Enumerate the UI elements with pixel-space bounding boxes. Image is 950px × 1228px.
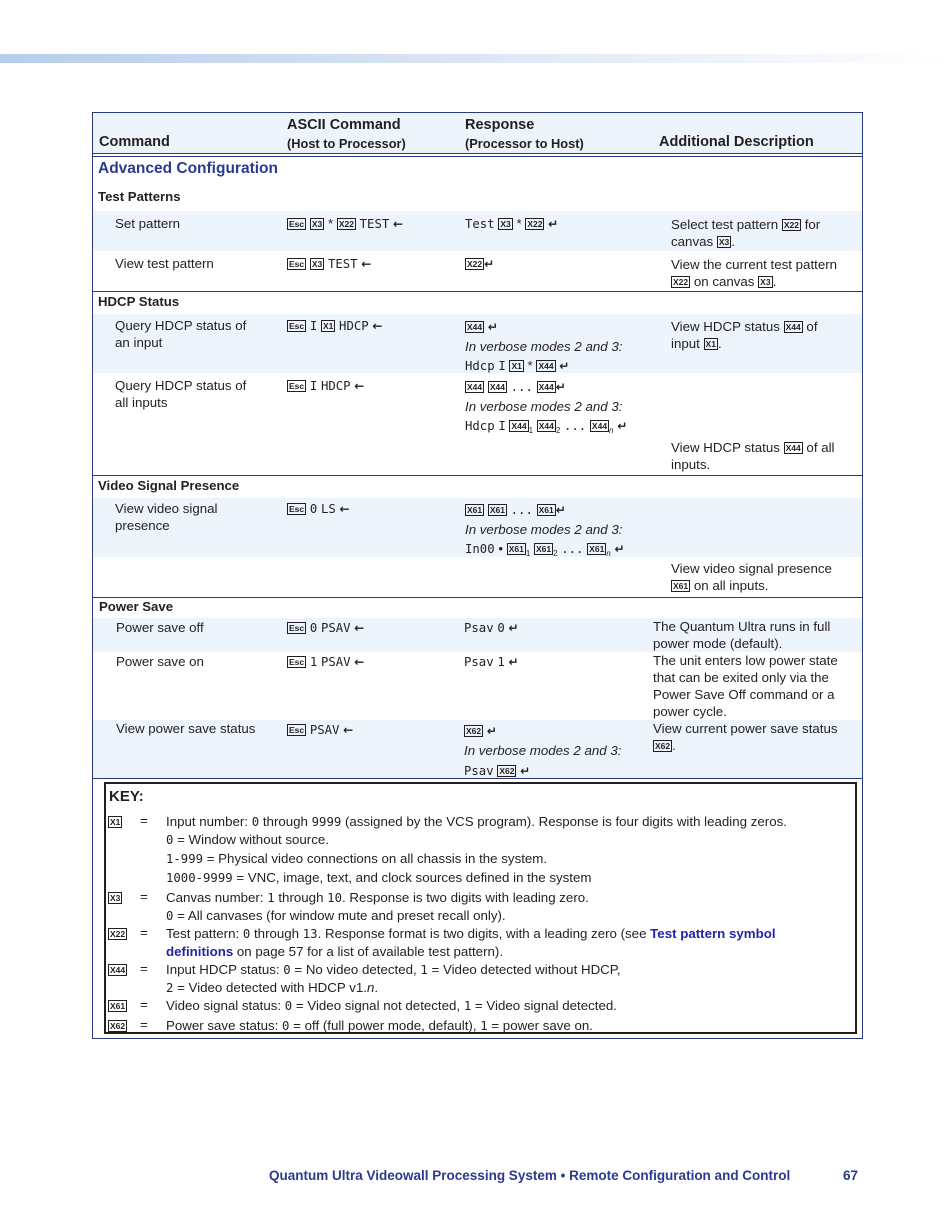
key-mono: 0 <box>282 1019 290 1033</box>
esc-key: Esc <box>289 259 305 269</box>
desc-text: canvas <box>671 234 714 249</box>
header-ascii-sub: (Host to Processor) <box>287 136 406 151</box>
esc-key: Esc <box>289 657 305 667</box>
key-text: = Physical video connections on all chassis in the system. <box>203 851 548 866</box>
resp-query-hdcp-input <box>465 317 622 376</box>
desc-power-save-on <box>653 652 861 720</box>
desc-text: The Quantum Ultra runs in full <box>653 619 831 634</box>
x44-token: X44 <box>511 421 527 431</box>
cmd-view-video-signal <box>115 500 275 534</box>
x62-token: X62 <box>499 766 515 776</box>
key-mono: 1 <box>267 891 275 905</box>
x44-token: X44 <box>467 382 483 392</box>
key-equals: = <box>140 997 148 1012</box>
return-arrow-icon: ↵ <box>555 503 566 517</box>
x44-token: X44 <box>489 382 505 392</box>
x1-token: X1 <box>110 817 121 827</box>
key-x3-token <box>108 889 122 906</box>
desc-text: . <box>731 234 735 249</box>
return-arrow-icon: ↵ <box>487 320 498 334</box>
desc-text: . <box>717 336 722 351</box>
header-response-sub: (Processor to Host) <box>465 136 584 151</box>
ascii-power-save-off <box>287 619 364 637</box>
desc-text: of <box>806 319 818 334</box>
ellipsis: ... <box>564 419 587 433</box>
desc-view-power-save <box>653 720 861 754</box>
resp-power-save-on <box>464 653 519 671</box>
cmd-view-power-save: View power save status <box>116 721 256 736</box>
x44-token: X44 <box>538 361 554 371</box>
cmd-text: all inputs <box>115 395 168 410</box>
x44-token: X44 <box>538 421 554 431</box>
return-arrow-icon: ↵ <box>508 655 519 669</box>
i-keyword: I <box>309 319 318 333</box>
return-arrow-icon: ↵ <box>486 724 497 738</box>
page-number: 67 <box>843 1168 859 1183</box>
key-equals: = <box>140 813 148 828</box>
desc-text: The unit enters low power state <box>653 653 838 668</box>
x62-token: X62 <box>655 741 671 751</box>
hdcp-resp: Hdcp <box>465 419 495 433</box>
key-text: = Video detected without HDCP, <box>427 962 621 977</box>
i-keyword: I <box>309 379 318 393</box>
x3-token: X3 <box>500 219 511 229</box>
left-arrow-icon: ← <box>354 621 365 635</box>
left-arrow-icon: ← <box>361 257 372 271</box>
x44-token: X44 <box>591 421 608 431</box>
key-mono: 0 <box>166 909 174 923</box>
section-divider <box>93 778 862 779</box>
ascii-view-video-signal <box>287 500 350 518</box>
resp-view-power-save <box>464 721 621 781</box>
key-x62-desc <box>166 1017 854 1035</box>
x61-token: X61 <box>673 581 689 591</box>
subscript: n <box>609 426 614 435</box>
desc-text: Select test pattern <box>671 217 779 232</box>
header-underline <box>93 156 862 157</box>
x61-token: X61 <box>110 1001 126 1011</box>
key-mono: 0 <box>283 963 291 977</box>
key-text: through <box>250 926 303 941</box>
footer-title: Quantum Ultra Videowall Processing System • Remote Configuration and Control <box>269 1168 791 1183</box>
in00-keyword: In00 <box>465 542 495 556</box>
key-text: n <box>366 980 375 995</box>
desc-view-test-pattern <box>671 256 861 290</box>
resp-set-pattern <box>465 215 558 233</box>
command-table <box>92 112 863 1039</box>
desc-text: power cycle. <box>653 704 727 719</box>
key-text: = Video detected with HDCP v1. <box>173 980 367 995</box>
desc-text: View video signal presence <box>671 561 832 576</box>
header-command: Command <box>99 134 170 150</box>
cmd-power-save-off: Power save off <box>116 620 204 635</box>
desc-text: . <box>672 738 676 753</box>
esc-key: Esc <box>289 381 305 391</box>
cmd-power-save-on: Power save on <box>116 654 204 669</box>
cmd-query-hdcp-all <box>115 377 275 411</box>
desc-text: input <box>671 336 700 351</box>
desc-query-hdcp-input <box>671 318 861 352</box>
key-x62-token <box>108 1017 127 1034</box>
psav-resp: Psav <box>464 764 494 778</box>
key-x61-desc <box>166 997 854 1015</box>
star: * <box>516 216 522 231</box>
x61-token: X61 <box>535 544 552 554</box>
key-equals: = <box>140 961 148 976</box>
return-arrow-icon: ↵ <box>559 359 570 373</box>
key-text: Canvas number: <box>166 890 268 905</box>
test-pattern-link[interactable]: Test pattern symbol <box>650 926 776 941</box>
x22-token: X22 <box>338 219 354 229</box>
x44-token: X44 <box>785 443 801 453</box>
desc-text: of all <box>806 440 835 455</box>
hdcp-keyword: HDCP <box>339 319 369 333</box>
header-ascii: ASCII Command <box>287 117 401 133</box>
key-text: . Response is two digits with leading zero. <box>341 890 589 905</box>
x44-token: X44 <box>467 322 483 332</box>
left-arrow-icon: ← <box>392 217 404 231</box>
one: 1 <box>309 655 318 669</box>
esc-key: Esc <box>289 321 305 331</box>
x44-token: X44 <box>785 322 801 332</box>
esc-key: Esc <box>289 725 305 735</box>
key-text: on page 57 for a list of available test pattern). <box>233 944 504 959</box>
key-text: = All canvases (for window mute and preset recall only). <box>173 908 506 923</box>
psav-keyword: PSAV <box>320 655 351 669</box>
key-text: Input number: <box>166 814 252 829</box>
subscript: 1 <box>528 426 534 435</box>
key-x44-token <box>108 961 127 978</box>
test-keyword: TEST <box>327 257 358 271</box>
test-pattern-link[interactable]: definitions <box>166 944 234 959</box>
cmd-text: View video signal <box>115 501 218 516</box>
key-text: = off (full power mode, default), <box>289 1018 481 1033</box>
verbose-note: In verbose modes 2 and 3: <box>465 522 623 537</box>
psav-keyword: PSAV <box>320 621 351 635</box>
key-equals: = <box>140 889 148 904</box>
x3-token: X3 <box>718 237 730 247</box>
desc-text: Power Save Off command or a <box>653 687 835 702</box>
x44-token: X44 <box>110 965 126 975</box>
x3-token: X3 <box>760 277 771 287</box>
key-text: = Video signal detected. <box>471 998 617 1013</box>
section-divider <box>93 597 862 598</box>
return-arrow-icon: ↵ <box>520 764 531 778</box>
x61-token: X61 <box>589 544 605 554</box>
subscript: 2 <box>553 549 558 558</box>
section-hdcp-status: HDCP Status <box>98 294 180 309</box>
key-text: = No video detected, <box>290 962 421 977</box>
subscript: 1 <box>525 549 531 558</box>
desc-text: inputs. <box>671 457 711 472</box>
key-text: through <box>259 814 312 829</box>
x1-token: X1 <box>511 361 522 371</box>
section-power-save: Power Save <box>99 599 174 614</box>
esc-key: Esc <box>289 219 305 229</box>
key-x44-desc <box>166 961 854 997</box>
key-x1-token <box>108 813 122 830</box>
x1-token: X1 <box>322 321 334 331</box>
desc-view-video-signal <box>671 560 861 594</box>
x22-token: X22 <box>783 220 800 230</box>
key-text: = power save on. <box>487 1018 593 1033</box>
key-mono: 1 <box>420 963 428 977</box>
return-arrow-icon: ↵ <box>508 621 519 635</box>
ascii-query-hdcp-all <box>287 377 364 395</box>
key-equals: = <box>140 925 148 940</box>
key-mono: 2 <box>166 981 174 995</box>
key-text: Video signal status: <box>166 998 285 1013</box>
ellipsis: ... <box>510 380 533 394</box>
desc-text: View HDCP status <box>671 440 780 455</box>
cmd-text: an input <box>115 335 163 350</box>
star: * <box>327 216 334 231</box>
desc-text: View HDCP status <box>671 319 780 334</box>
cmd-query-hdcp-input <box>115 317 275 351</box>
key-equals: = <box>140 1017 148 1032</box>
x1-token: X1 <box>705 339 716 349</box>
key-mono: 1 <box>463 999 472 1013</box>
header-description: Additional Description <box>659 134 814 150</box>
cmd-view-test-pattern: View test pattern <box>115 256 214 271</box>
key-x61-token <box>108 997 127 1014</box>
return-arrow-icon: ↵ <box>614 542 625 556</box>
x61-token: X61 <box>467 505 483 515</box>
subscript: n <box>606 549 611 558</box>
one: 1 <box>497 655 505 669</box>
key-x1-desc <box>166 813 854 849</box>
resp-query-hdcp-all <box>465 377 627 440</box>
star: * <box>527 358 533 373</box>
desc-power-save-off <box>653 618 861 652</box>
key-x3-desc <box>166 889 854 925</box>
hdcp-resp: Hdcp <box>465 359 495 373</box>
esc-key: Esc <box>289 504 305 514</box>
x62-token: X62 <box>466 726 482 736</box>
left-arrow-icon: ← <box>339 502 350 516</box>
left-arrow-icon: ← <box>354 655 365 669</box>
cmd-text: Query HDCP status of <box>115 318 247 333</box>
desc-text: for <box>804 217 821 232</box>
left-arrow-icon: ← <box>343 723 354 737</box>
desc-set-pattern <box>671 216 861 250</box>
return-arrow-icon: ↵ <box>484 257 495 271</box>
key-mono: 1000-9999 <box>166 871 233 885</box>
desc-text: View the current test pattern <box>671 257 838 272</box>
key-text: . Response format is two digits, with a leading zero (see <box>317 926 651 941</box>
zero: 0 <box>309 621 318 635</box>
return-arrow-icon: ↵ <box>555 380 566 394</box>
key-text: = Video signal not detected, <box>292 998 464 1013</box>
section-test-patterns: Test Patterns <box>98 189 181 204</box>
key-text: Power save status: <box>166 1018 283 1033</box>
ascii-view-power-save <box>287 721 353 739</box>
x3-token: X3 <box>110 893 121 903</box>
subscript: 2 <box>555 426 561 435</box>
x22-token: X22 <box>527 219 543 229</box>
group-title: Advanced Configuration <box>98 160 278 177</box>
key-legend <box>104 782 857 1034</box>
zero: 0 <box>497 621 505 635</box>
return-arrow-icon: ↵ <box>548 217 559 231</box>
desc-text: on canvas <box>693 274 755 289</box>
bullet: • <box>498 541 503 556</box>
resp-power-save-off <box>464 619 519 637</box>
psav-resp: Psav <box>464 621 494 635</box>
i-keyword: I <box>498 419 506 433</box>
cmd-set-pattern: Set pattern <box>115 216 181 231</box>
return-arrow-icon: ↵ <box>617 419 628 433</box>
cmd-text: Query HDCP status of <box>115 378 247 393</box>
cmd-text: presence <box>115 518 170 533</box>
ascii-view-test-pattern <box>287 255 371 273</box>
resp-view-video-signal <box>465 500 625 563</box>
desc-query-hdcp-all <box>671 439 861 473</box>
key-mono: 0 <box>284 999 293 1013</box>
desc-text: View current power save status <box>653 721 838 736</box>
i-keyword: I <box>498 359 506 373</box>
x22-token: X22 <box>110 929 126 939</box>
section-divider <box>93 475 862 476</box>
x22-token: X22 <box>673 277 689 287</box>
desc-text: that can be exited only via the <box>653 670 829 685</box>
left-arrow-icon: ← <box>354 379 365 393</box>
key-text: Test pattern: <box>166 926 243 941</box>
key-text: = Window without source. <box>173 832 329 847</box>
key-mono: 0 <box>166 833 174 847</box>
key-text: = VNC, image, text, and clock sources defined in the system <box>232 870 592 885</box>
key-x22-desc <box>166 925 854 960</box>
desc-text: . <box>772 274 777 289</box>
desc-text: power mode (default). <box>653 636 783 651</box>
test-keyword: TEST <box>359 217 390 231</box>
key-title: KEY: <box>109 788 144 805</box>
x62-token: X62 <box>110 1021 126 1031</box>
x22-token: X22 <box>467 259 483 269</box>
verbose-note: In verbose modes 2 and 3: <box>465 339 623 354</box>
key-mono: 13 <box>302 927 318 941</box>
header-response: Response <box>465 117 535 133</box>
key-mono: 1-999 <box>166 852 204 866</box>
section-video-signal: Video Signal Presence <box>98 478 240 493</box>
x3-token: X3 <box>311 219 323 229</box>
key-text: (assigned by the VCS program). Response is four digits with leading zeros. <box>341 814 787 829</box>
esc-key: Esc <box>289 623 305 633</box>
section-divider <box>93 291 862 292</box>
ascii-set-pattern <box>287 215 403 233</box>
x61-token: X61 <box>489 505 505 515</box>
key-mono: 10 <box>327 891 342 905</box>
key-text: . <box>374 980 379 995</box>
x44-token: X44 <box>538 382 554 392</box>
key-mono: 9999 <box>311 815 342 829</box>
x61-token: X61 <box>538 505 554 515</box>
zero: 0 <box>309 502 318 516</box>
key-text: Input HDCP status: <box>166 962 284 977</box>
key-mono: 1 <box>480 1019 488 1033</box>
x61-token: X61 <box>508 544 524 554</box>
psav-keyword: PSAV <box>309 723 340 737</box>
key-x1-virtual <box>166 869 591 887</box>
key-mono: 0 <box>251 815 260 829</box>
resp-view-test-pattern <box>465 255 494 273</box>
x3-token: X3 <box>311 259 323 269</box>
test-resp: Test <box>465 217 495 231</box>
key-x1-physical <box>166 850 547 868</box>
key-x22-token <box>108 925 127 942</box>
desc-text: on all inputs. <box>693 578 769 593</box>
psav-resp: Psav <box>464 655 494 669</box>
ellipsis: ... <box>561 542 584 556</box>
verbose-note: In verbose modes 2 and 3: <box>464 743 622 758</box>
ellipsis: ... <box>510 503 533 517</box>
left-arrow-icon: ← <box>372 319 383 333</box>
ascii-query-hdcp-input <box>287 317 382 335</box>
ascii-power-save-on <box>287 653 364 671</box>
key-text: through <box>274 890 328 905</box>
key-mono: 0 <box>242 927 251 941</box>
top-banner-bar <box>0 54 950 63</box>
hdcp-keyword: HDCP <box>320 379 351 393</box>
ls-keyword: LS <box>320 502 336 516</box>
verbose-note: In verbose modes 2 and 3: <box>465 399 623 414</box>
